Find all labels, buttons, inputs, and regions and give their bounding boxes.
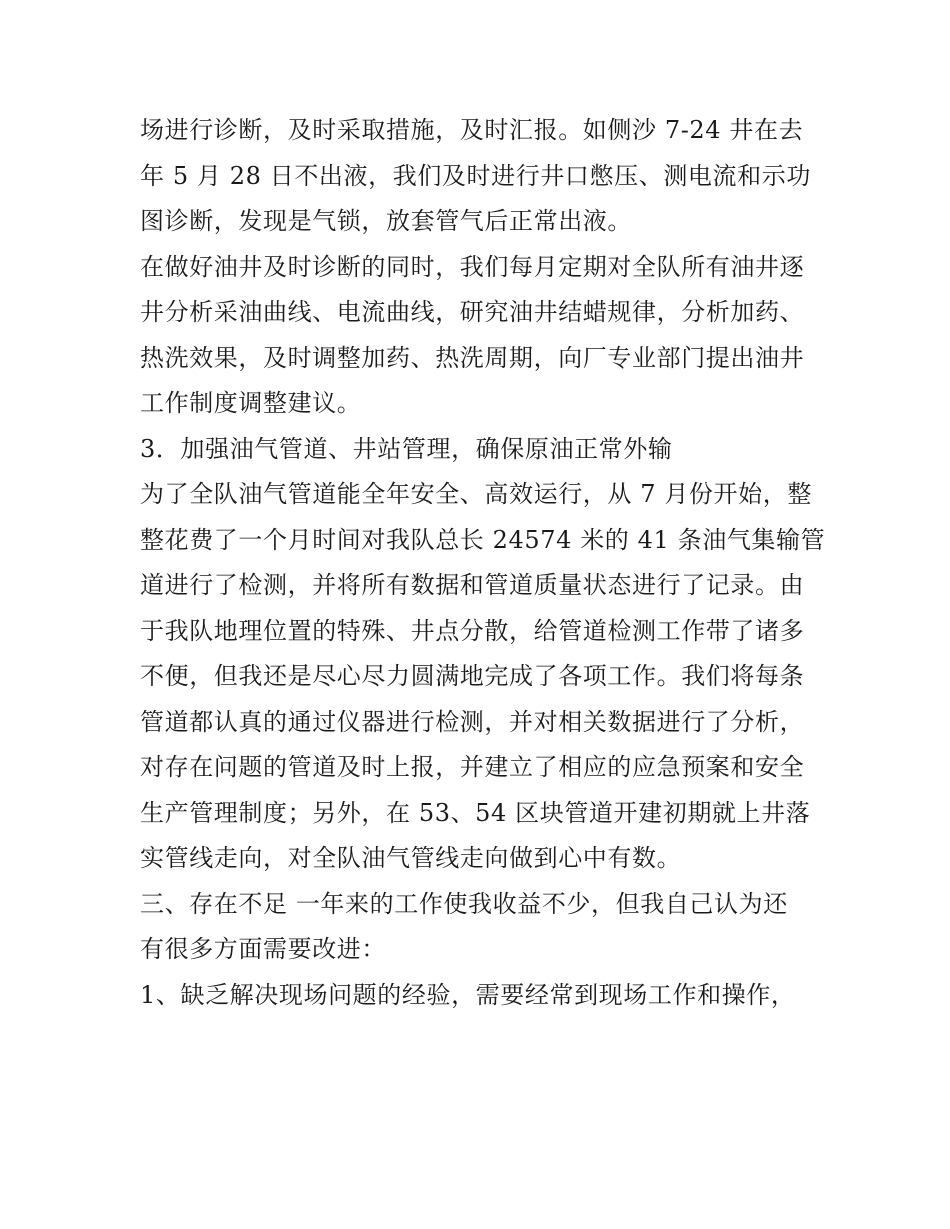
text-line: 热洗效果，及时调整加药、热洗周期，向厂专业部门提出油井 bbox=[140, 343, 805, 372]
text-line: 生产管理制度；另外，在 53、54 区块管道开建初期就上井落 bbox=[140, 798, 811, 827]
text-line: 井分析采油曲线、电流曲线，研究油井结蜡规律，分析加药、 bbox=[140, 298, 805, 326]
text-line: 整花费了一个月时间对我队总长 24574 米的 41 条油气集输管 bbox=[140, 525, 826, 554]
text-line: 实管线走向，对全队油气管线走向做到心中有数。 bbox=[140, 844, 682, 872]
text-line: 在做好油井及时诊断的同时，我们每月定期对全队所有油井逐 bbox=[140, 252, 805, 281]
document-body bbox=[140, 108, 826, 1018]
text-line: 不便，但我还是尽心尽力圆满地完成了各项工作。我们将每条 bbox=[140, 662, 805, 690]
text-line: 为了全队油气管道能全年安全、高效运行，从 7 月份开始，整 bbox=[140, 480, 812, 508]
text-line: 对存在问题的管道及时上报，并建立了相应的应急预案和安全 bbox=[140, 753, 805, 781]
text-line: 道进行了检测，并将所有数据和管道质量状态进行了记录。由 bbox=[140, 571, 805, 599]
text-line: 有很多方面需要改进： bbox=[140, 935, 386, 963]
text-line: 年 5 月 28 日不出液，我们及时进行井口憋压、测电流和示功 bbox=[140, 161, 811, 190]
text-line: 场进行诊断，及时采取措施，及时汇报。如侧沙 7-24 井在去 bbox=[140, 116, 804, 144]
list-item: 1、缺乏解决现场问题的经验，需要经常到现场工作和操作， bbox=[140, 980, 796, 1009]
text-line: 工作制度调整建议。 bbox=[140, 389, 362, 417]
section-heading: 三、存在不足 一年来的工作使我收益不少，但我自己认为还 bbox=[140, 889, 788, 918]
text-line: 图诊断，发现是气锁，放套管气后正常出液。 bbox=[140, 207, 632, 235]
text-line: 于我队地理位置的特殊、井点分散，给管道检测工作带了诸多 bbox=[140, 616, 805, 645]
text-line: 管道都认真的通过仪器进行检测，并对相关数据进行了分析， bbox=[140, 707, 805, 736]
section-heading: 3．加强油气管道、井站管理，确保原油正常外输 bbox=[140, 434, 673, 463]
